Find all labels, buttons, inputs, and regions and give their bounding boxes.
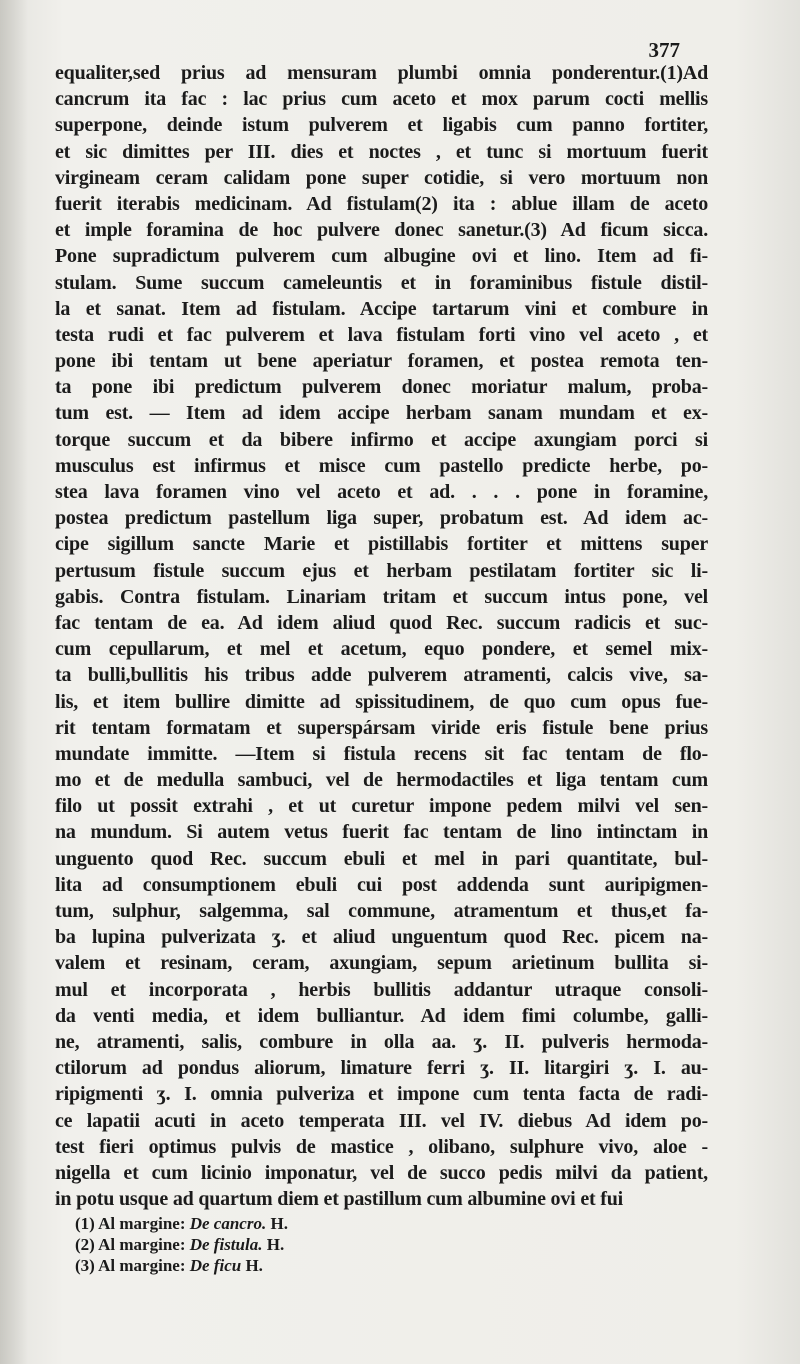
text-line: gabis. Contra fistulam. Linariam tritam et succum intus pone, vel: [55, 585, 708, 608]
text-line: superpone, deinde istum pulverem et ligabis cum panno fortiter,: [55, 114, 708, 137]
footnote-siglum: H.: [266, 1235, 285, 1254]
text-line: musculus est infirmus et misce cum pastello predicte herbe, po-: [55, 454, 708, 477]
text-line: cancrum ita fac : lac prius cum aceto et mox parum cocti mellis: [55, 88, 708, 111]
page-number: 377: [648, 38, 680, 62]
text-line: na mundum. Si autem vetus fuerit fac tentam de lino intinctam in: [55, 821, 708, 844]
text-line: nigella et cum licinio imponatur, vel de succo pedis milvi da patient,: [55, 1161, 708, 1184]
footnote-prefix: Al margine:: [98, 1214, 186, 1233]
footnote-title: De cancro.: [189, 1214, 267, 1233]
text-line: ne, atramenti, salis, combure in olla aa. ʒ. II. pulveris hermoda-: [55, 1030, 708, 1053]
text-line: ripigmenti ʒ. I. omnia pulveriza et impone cum tenta facta de radi-: [55, 1083, 708, 1106]
text-line: unguento quod Rec. succum ebuli et mel in pari quantitate, bul-: [55, 847, 708, 870]
text-line: torque succum et da bibere infirmo et accipe axungiam porci si: [55, 428, 708, 451]
text-line: mo et de medulla sambuci, vel de hermodactiles et liga tentam cum: [55, 769, 708, 792]
footnote-prefix: Al margine:: [98, 1256, 186, 1275]
text-line: Pone supradictum pulverem cum albugine ovi et lino. Item ad fi-: [55, 245, 708, 268]
text-line: et sic dimittes per III. dies et noctes , et tunc si mortuum fuerit: [55, 140, 708, 163]
text-line: cum cepullarum, et mel et acetum, equo pondere, et semel mix-: [55, 638, 708, 661]
text-line: ctilorum ad pondus aliorum, limature ferri ʒ. II. litargiri ʒ. I. au-: [55, 1057, 708, 1080]
footnote: [75, 1234, 288, 1255]
footnote-marker: (2): [75, 1235, 95, 1254]
text-line: ce lapatii acuti in aceto temperata III. vel IV. diebus Ad idem po-: [55, 1109, 708, 1132]
text-line: stulam. Sume succum cameleuntis et in foraminibus fistule distil-: [55, 271, 708, 294]
text-line: virgineam ceram calidam pone super cotidie, si vero mortuum non: [55, 166, 708, 189]
text-line: mul et incorporata , herbis bullitis addantur utraque consoli-: [55, 978, 708, 1001]
text-line: la et sanat. Item ad fistulam. Accipe tartarum vini et combure in: [55, 297, 708, 320]
text-line: in potu usque ad quartum diem et pastillum cum albumine ovi et fui: [55, 1188, 623, 1211]
text-line: test fieri optimus pulvis de mastice , olibano, sulphure vivo, aloe -: [55, 1135, 708, 1158]
text-line: postea predictum pastellum liga super, probatum est. Ad idem ac-: [55, 507, 708, 530]
footnote-marker: (1): [75, 1214, 95, 1233]
text-line: ta bulli,bullitis his tribus adde pulverem atramenti, calcis vive, sa-: [55, 664, 708, 687]
footnote-marker: (3): [75, 1256, 95, 1275]
footnote-prefix: Al margine:: [98, 1235, 186, 1254]
text-line: tum, sulphur, salgemma, sal commune, atramentum et thus,et fa-: [55, 900, 708, 922]
text-line: da venti media, et idem bulliantur. Ad idem fimi columbe, galli-: [55, 1004, 708, 1027]
text-line: tum est. — Item ad idem accipe herbam sanam mundam et ex-: [55, 402, 708, 425]
text-line: pone ibi tentam ut bene aperiatur foramen, et postea remota ten-: [55, 350, 708, 373]
footnote-siglum: H.: [270, 1214, 288, 1233]
footnote: [75, 1213, 288, 1234]
text-line: ba lupina pulverizata ʒ. et aliud unguentum quod Rec. picem na-: [55, 926, 708, 949]
body-text: [55, 60, 708, 1212]
text-line: lita ad consumptionem ebuli cui post addenda sunt auripigmen-: [55, 873, 708, 896]
text-line: lis, et item bullire dimitte ad spissitudinem, de quo cum opus fue-: [55, 690, 708, 713]
footnote-title: De fistula.: [189, 1235, 263, 1254]
text-line: ta pone ibi predictum pulverem donec moriatur malum, proba-: [55, 376, 708, 399]
gutter-shadow: [0, 0, 28, 1364]
text-line: fuerit iterabis medicinam. Ad fistulam(2) ita : ablue illam de aceto: [55, 192, 708, 215]
footnotes: [75, 1213, 288, 1276]
footnote-title: De ficu: [189, 1256, 242, 1275]
footnote: [75, 1255, 288, 1276]
text-line: fac tentam de ea. Ad idem aliud quod Rec. succum radicis et suc-: [55, 611, 708, 634]
text-line: valem et resinam, ceram, axungiam, sepum arietinum bullita si-: [55, 952, 708, 975]
text-line: cipe sigillum sancte Marie et pistillabis fortiter et mittens super: [55, 533, 708, 556]
footnote-siglum: H.: [245, 1256, 263, 1275]
text-line: pertusum fistule succum ejus et herbam pestilatam fortiter sic li-: [55, 559, 708, 582]
text-line: mundate immitte. —Item si fistula recens sit fac tentam de flo-: [55, 742, 708, 765]
text-line: filo ut possit extrahi , et ut curetur impone pedem milvi vel sen-: [55, 795, 708, 818]
text-line: rit tentam formatam et superspársam viride eris fistule bene prius: [55, 716, 708, 739]
text-line: equaliter,sed prius ad mensuram plumbi omnia ponderentur.(1)Ad: [55, 62, 708, 84]
text-line: et imple foramina de hoc pulvere donec sanetur.(3) Ad ficum sicca.: [55, 219, 708, 242]
text-line: testa rudi et fac pulverem et lava fistulam forti vino vel aceto , et: [55, 323, 708, 346]
text-line: stea lava foramen vino vel aceto et ad. . . . pone in foramine,: [55, 481, 708, 503]
